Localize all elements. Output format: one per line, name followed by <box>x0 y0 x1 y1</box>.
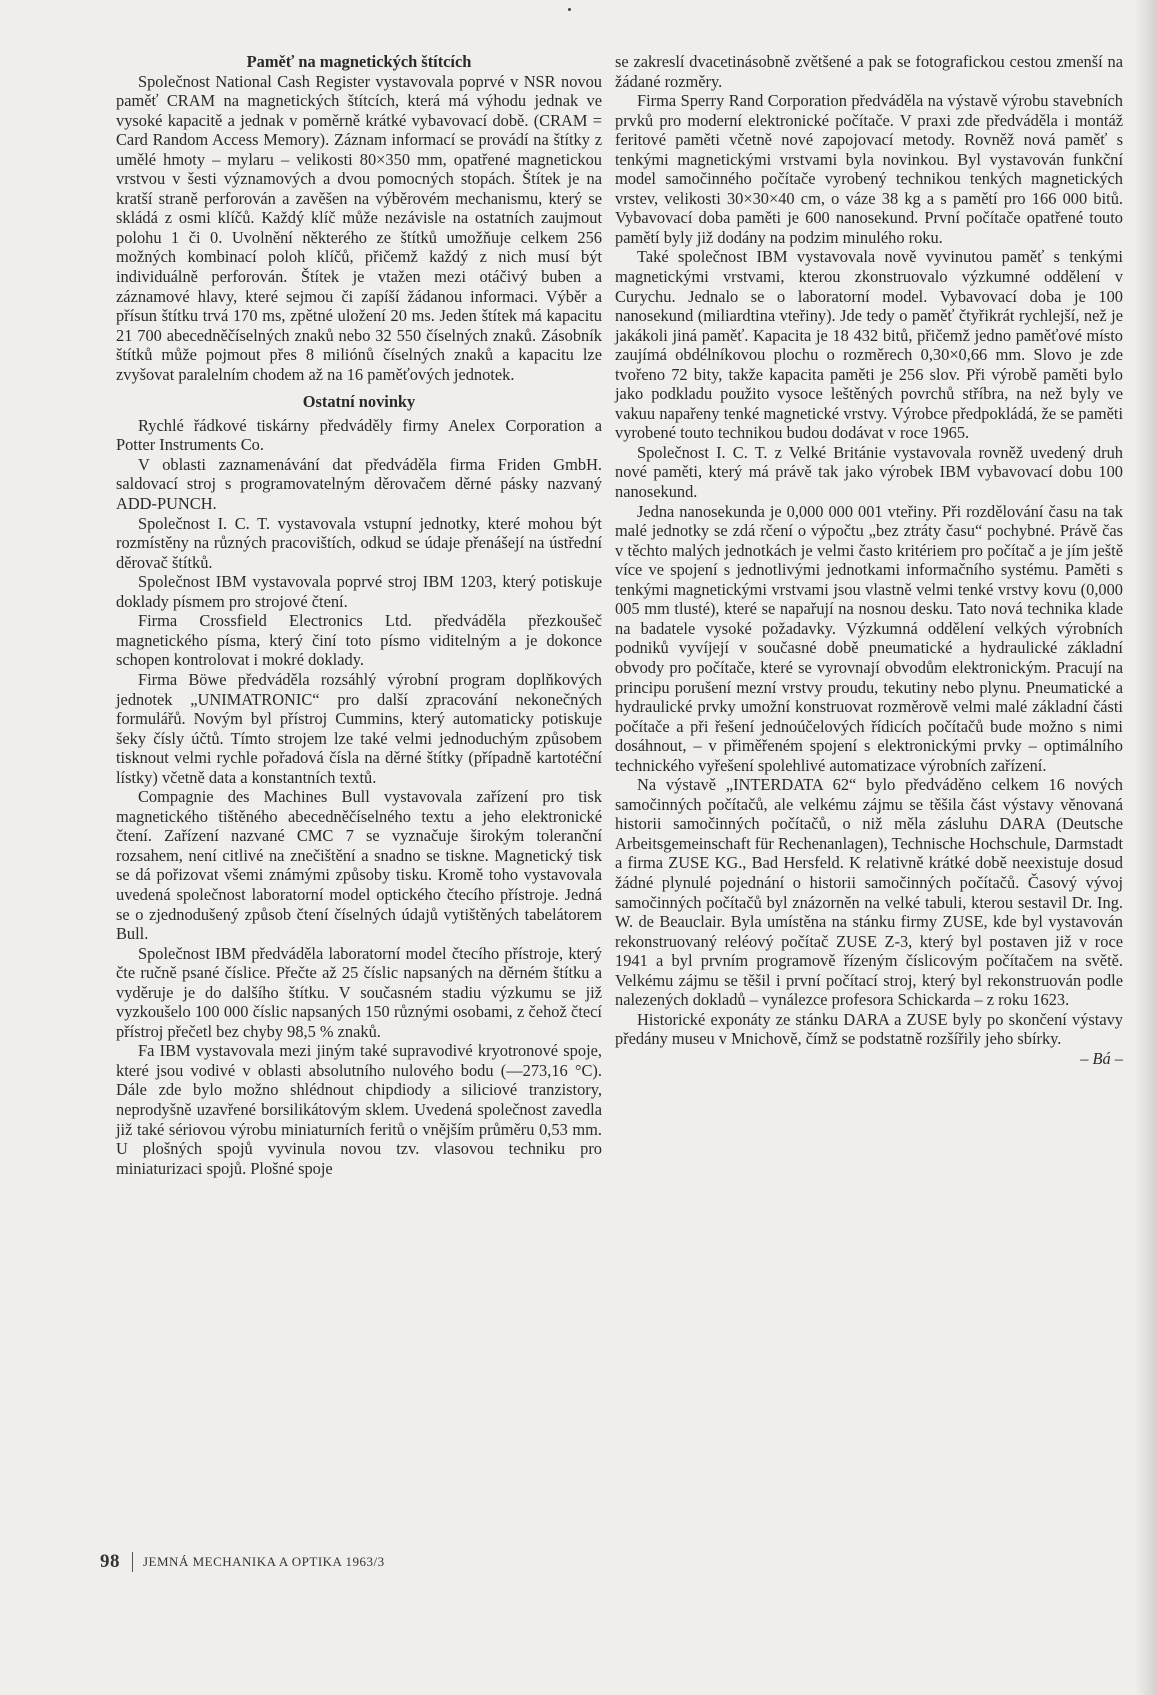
left-column <box>116 52 602 1178</box>
paragraph-cram: Společnost National Cash Register vystavovala poprvé v NSR novou paměť CRAM na magnetických štítcích, která má výhodu jednak ve vysoké kapacitě a jednak v poměrně krátké vybavovací době. (CRAM = Card Random Access Memory). Záznam informací se provádí na štítky z umělé hmoty – mylaru – velikosti 80×350 mm, opatřené magnetickou vrstvou v šesti významových a dvou pomocných stopách. Štítek je na kratší straně perforován a zavěšen na výběrovém mechanismu, který se skládá z osmi klíčů. Každý klíč může nezávisle na ostatních zaujmout polohu 1 či 0. Uvolnění některého ze štítků umožňuje celkem 256 možných kombinací poloh klíčů, přičemž každý z nich musí být individuálně perforován. Štítek je vtažen mezi otáčivý buben a záznamové hlavy, které sejmou či zapíší žádanou informaci. Výběr a přísun štítku trvá 170 ms, zpětné uložení 20 ms. Jeden štítek má kapacitu 21 700 abecedněčíselných znaků nebo 32 550 číselných znaků. Zásobník štítků může pojmout přes 8 miliónů číselných znaků a kapacitu lze zvyšovat paralelním chodem až na 16 paměťových jednotek. <box>116 71 602 384</box>
paragraph-sperry: Firma Sperry Rand Corporation předváděla na výstavě výrobu stavebních prvků pro moderní elektronické počítače. V praxi zde předváděla i montáž feritové paměti včetně nové zapojovací metody. Rovněž nová paměť s tenkými magnetickými vrstvami byla novinkou. Byl vystavován funkční model samočinného počítače vyrobený technikou tenkých magnetických vrstev, velikosti 30×30×40 cm, o váze 38 kg a s pamětí pro 166 000 bitů. Vybavovací doba paměti je 600 nanosekund. První počítače opatřené touto pamětí byly již dodány na podzim minulého roku. <box>615 91 1123 247</box>
heading-magnetic-cards: Paměť na magnetických štítcích <box>246 52 472 71</box>
paragraph-exhibits <box>615 1009 1123 1068</box>
paragraph-crossfield: Firma Crossfield Electronics Ltd. předváděla přezkoušeč magnetického písma, který činí toto písmo viditelným a je dokonce schopen kontrolovat i mokré doklady. <box>116 611 602 670</box>
paragraph-ibm-thin-film: Také společnost IBM vystavovala nově vyvinutou paměť s tenkými magnetickými vrstvami, kterou zkonstruovalo výzkumné oddělení v Curychu. Jednalo se o laboratorní model. Vybavovací doba je 100 nanosekund (miliardtina vteřiny). Jde tedy o paměť čtyřikrát rychlejší, než je jakákoli jiná paměť. Kapacita je 18 432 bitů, přičemž jedno paměťové místo zaujímá obdélníkovou plochu o rozměrech 0,30×0,66 mm. Slovo je zde tvořeno 72 bity, takže kapacita paměti je 256 slov. Při výrobě paměti bylo jako podkladu použito vysoce leštěných povrchů stříbra, na než byly ve vakuu napařeny tenké magnetické vrstvy. Výrobce předpokládá, že se paměti vyrobené touto technikou budou dodávat v roce 1965. <box>615 247 1123 443</box>
print-mark <box>568 8 571 11</box>
paragraph-ibm-reader: Společnost IBM předváděla laboratorní model čtecího přístroje, který čte ručně psané číslice. Přečte až 25 číslic napsaných na děrném štítku a vyděruje je do dalšího štítku. V současném stadiu výzkumu se již vyzkoušelo 100 000 číslic napsaných 150 různými osobami, z čehož čtecí přístroj přečetl bez chyby 98,5 % znaků. <box>116 943 602 1041</box>
paragraph-bull: Compagnie des Machines Bull vystavovala zařízení pro tisk magnetického tištěného abecedněčíselného textu a jeho elektronické čtení. Zařízení nazvané CMC 7 se vyznačuje širokým toleranční rozsahem, není citlivé na znečištění a snadno se tiskne. Magnetický tisk se dá pořizovat všemi známými způsoby tisku. Kromě toho vystavovala uvedená společnost laboratorní model optického čtecího přístroje. Jedná se o zjednodušený způsob čtení číselných údajů vytištěných tabelátorem Bull. <box>116 787 602 944</box>
page-number: 98 <box>100 1551 120 1572</box>
right-column <box>615 52 1123 1068</box>
paragraph-ibm-1203: Společnost IBM vystavovala poprvé stroj IBM 1203, který potiskuje doklady písmem pro strojové čtení. <box>116 572 602 611</box>
paragraph-nanosecond: Jedna nanosekunda je 0,000 000 001 vteřiny. Při rozdělování času na tak malé jednotky se zdá rčení o výpočtu „bez ztráty času“ pochybné. Právě čas v těchto malých jednotkách je velmi často kritériem pro počítač a je jím ještě více ve spojení s jednotlivými jednotkami informačního systému. Paměti s tenkými magnetickými vrstvami jsou vlastně velmi tenké vrstvy kovu (0,000 005 mm tlusté), které se napařují na nosnou desku. Tato nová technika klade na badatele vysoké požadavky. Výzkumná oddělení velkých výrobních podniků vyvíjejí v současné době pneumatické a hydraulické základní obvody pro počítače, které se vyrovnají obvodům elektronickým. Pracují na principu porušení mezní vrstvy proudu, tekutiny nebo plynu. Pneumatické a hydraulické prvky umožní konstruovat rozměrově velmi malé základní části počítače a při řešení jednoúčelových řídicích počítačů bude možno s nimi dosáhnout, – v přiměřeném spojení s elektronickými prvky – optimálního technického vyřešení spolehlivé automatizace výrobních zařízení. <box>615 501 1123 775</box>
heading-other-news: Ostatní novinky <box>302 392 416 412</box>
paragraph-friden: V oblasti zaznamenávání dat předváděla firma Friden GmbH. saldovací stroj s programovatelným děrovačem děrné pásky nazvaný ADD-PUNCH. <box>116 454 602 514</box>
paragraph-printers: Rychlé řádkové tiskárny předváděly firmy Anelex Corporation a Potter Instruments Co. <box>116 415 602 455</box>
journal-title: JEMNÁ MECHANIKA A OPTIKA 1963/3 <box>143 1554 385 1569</box>
paragraph-continuation: se zakreslí dvacetinásobně zvětšené a pak se fotografickou cestou zmenší na žádané rozměry. <box>615 52 1123 91</box>
paragraph-bowe: Firma Böwe předváděla rozsáhlý výrobní program doplňkových jednotek „UNIMATRONIC“ pro další zpracování nekonečných formulářů. Novým byl přístroj Cummins, který automaticky potiskuje šeky čísly účtů. Tímto strojem lze také velmi jednoduchým způsobem tisknout velmi rychle pořadová čísla na děrné štítky (případně kartotéční lístky) včetně data a konstantních textů. <box>116 669 602 787</box>
author-signature: – Bá – <box>1080 1048 1123 1068</box>
paragraph-ict-inputs: Společnost I. C. T. vystavovala vstupní jednotky, které mohou být rozmístěny na různých pracovištích, odkud se údaje přenášejí na ústřední děrovač štítků. <box>116 513 602 572</box>
paragraph-ibm-cryotron: Fa IBM vystavovala mezi jiným také supravodivé kryotronové spoje, které jsou vodivé v oblasti absolutního nulového bodu (—273,16 °C). Dále zde bylo možno shlédnout chipdiody a siliciové tranzistory, neprodyšně uzavřené borsilikátovým sklem. Uvedená společnost zavedla již také sériovou výrobu miniaturních feritů o vnějším průměru 0,53 mm. U plošných spojů vyvinula novou tzv. vlasovou techniku pro miniaturizaci spojů. Plošné spoje <box>116 1041 602 1178</box>
page-footer <box>100 1551 385 1573</box>
exhibits-text: Historické exponáty ze stánku DARA a ZUSE byly po skončení výstavy předány museu v Mnichově, čímž se podstatně rozšířily jeho sbírky. <box>615 1009 1123 1049</box>
paragraph-ict-memory: Společnost I. C. T. z Velké Británie vystavovala rovněž uvedený druh nové paměti, který má právě tak jako výrobek IBM vybavovací dobu 100 nanosekund. <box>615 442 1123 502</box>
paragraph-interdata: Na výstavě „INTERDATA 62“ bylo předváděno celkem 16 nových samočinných počítačů, ale velkému zájmu se těšila část výstavy věnovaná historii samočinných počítačů, o niž měla zásluhu DARA (Deutsche Arbeitsgemeinschaft für Rechenanlagen), Technische Hochschule, Darmstadt a firma ZUSE KG., Bad Hersfeld. K relativně krátké době neexistuje dosud žádné plynulé pojednání o historii samočinných počítačů. Časový vývoj samočinných počítačů byl znázorněn na velké tabuli, kterou sestavil Dr. Ing. W. de Beauclair. Byla umístěna na stánku firmy ZUSE, kde byl vystavován rekonstruovaný reléový počítač ZUSE Z-3, který byl postaven již v roce 1941 a byl prvním programově řízeným číslicovým počítačem na světě. Velkému zájmu se těšil i první počítací stroj, který byl rekonstruován podle nalezených dokladů – vynálezce profesora Schickarda – z roku 1623. <box>615 775 1123 1010</box>
page-edge-shadow <box>1135 0 1157 1695</box>
footer-divider <box>132 1552 133 1572</box>
